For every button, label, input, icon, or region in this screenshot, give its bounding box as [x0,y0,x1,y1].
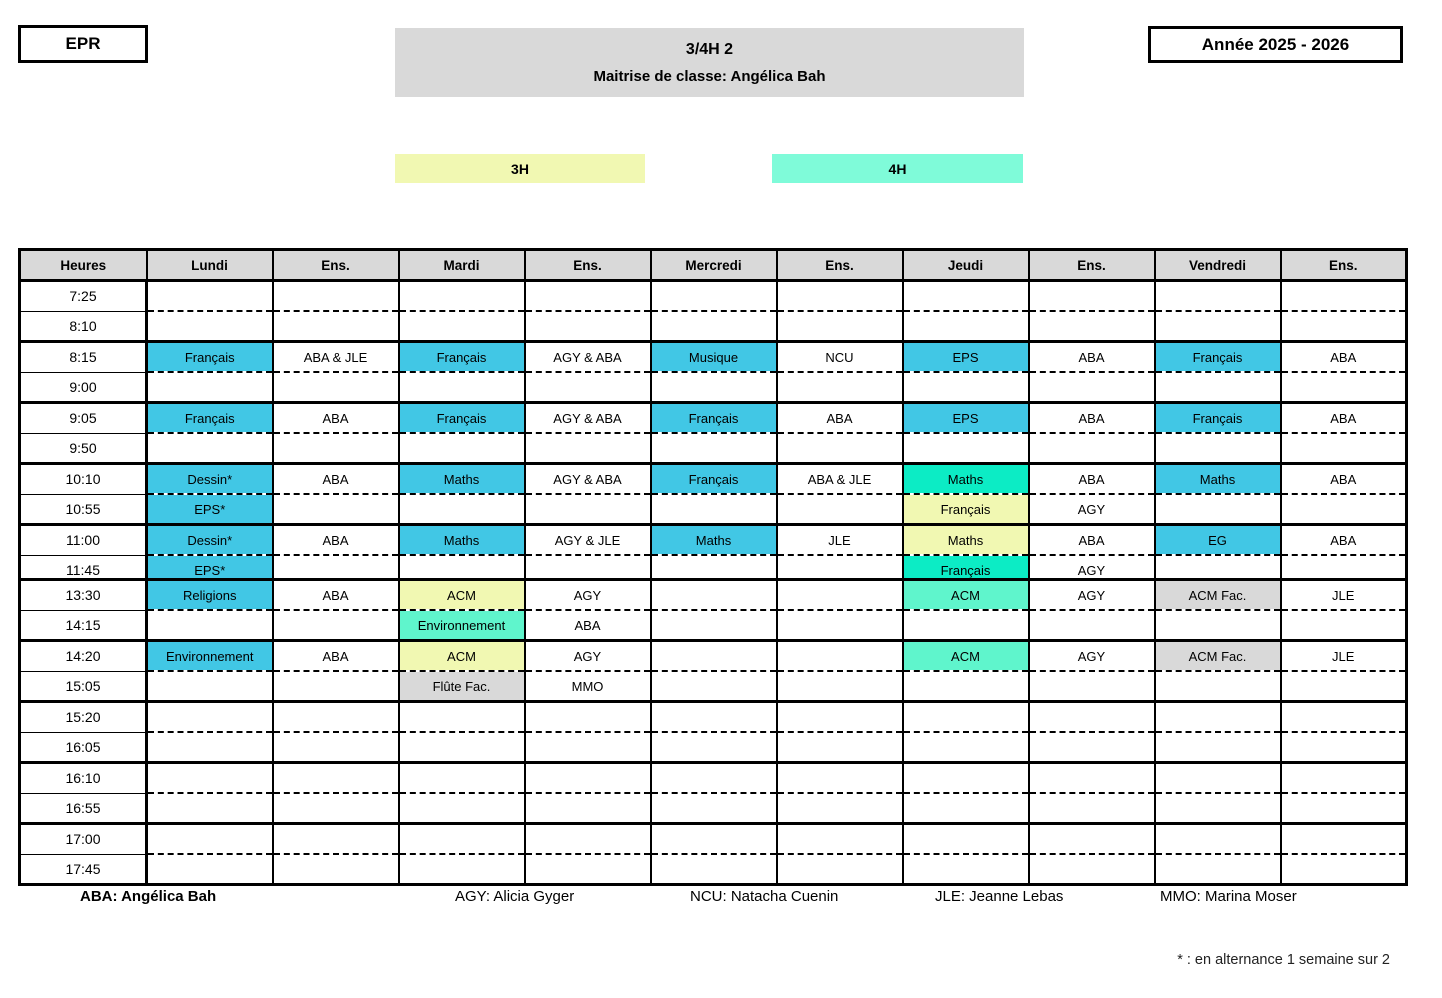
timetable-row [20,610,1407,641]
teacher-jle: JLE: Jeanne Lebas [935,888,1064,905]
subject-cell: Français [147,342,273,373]
subject-cell: Flûte Fac. [399,671,525,702]
subject-cell [903,763,1029,794]
subject-cell [147,763,273,794]
legend-4h [772,154,1023,183]
subject-cell [147,433,273,464]
time-cell: 11:45 [20,555,147,586]
subject-cell [1155,311,1281,342]
subject-cell [1155,671,1281,702]
legend-4h-label: 4H [888,160,907,177]
ens-cell: NCU [777,342,903,373]
subject-cell [651,702,777,733]
ens-cell [1281,763,1407,794]
ens-cell [1281,854,1407,885]
ens-cell [777,793,903,824]
ens-cell: MMO [525,671,651,702]
time-cell: 9:00 [20,372,147,403]
subject-cell [147,854,273,885]
subject-cell [651,763,777,794]
epr-label: EPR [65,34,101,53]
ens-cell [777,732,903,763]
column-header-heures: Heures [20,250,147,281]
time-cell: 15:05 [20,671,147,702]
ens-cell [1029,311,1155,342]
subject-cell: Maths [1155,464,1281,495]
ens-cell [273,732,399,763]
ens-cell: ABA [1029,403,1155,434]
timetable-row [20,433,1407,464]
timetable-row [20,824,1407,855]
ens-cell [1029,793,1155,824]
ens-cell [273,372,399,403]
time-cell: 11:00 [20,525,147,556]
subject-cell: EPS* [147,494,273,525]
teacher-agy: AGY: Alicia Gyger [455,888,575,905]
subject-cell: Français [651,464,777,495]
ens-cell [273,281,399,312]
time-cell: 8:10 [20,311,147,342]
subject-cell [651,732,777,763]
subject-cell: Maths [399,464,525,495]
ens-cell [777,281,903,312]
subject-cell: Dessin* [147,464,273,495]
ens-cell [777,854,903,885]
timetable-row [20,342,1407,373]
subject-cell [147,311,273,342]
ens-cell: ABA [273,525,399,556]
subject-cell [1155,702,1281,733]
ens-cell [1281,311,1407,342]
ens-cell [273,824,399,855]
subject-cell: Maths [651,525,777,556]
subject-cell [399,763,525,794]
ens-cell [1281,824,1407,855]
subject-cell [903,702,1029,733]
subject-cell [903,671,1029,702]
epr-label-box [18,25,148,63]
subject-cell: Maths [399,525,525,556]
time-cell: 9:50 [20,433,147,464]
time-cell: 17:00 [20,824,147,855]
ens-cell [525,372,651,403]
school-year-box [1148,26,1403,63]
time-cell: 14:15 [20,610,147,641]
timetable-row [20,372,1407,403]
subject-cell: Français [399,403,525,434]
ens-cell: AGY & JLE [525,525,651,556]
time-cell: 7:25 [20,281,147,312]
ens-cell [273,763,399,794]
subject-cell: EPS [903,342,1029,373]
subject-cell: ACM Fac. [1155,580,1281,611]
subject-cell [399,311,525,342]
subject-cell [399,372,525,403]
ens-cell [1281,732,1407,763]
ens-cell [1029,610,1155,641]
ens-cell: ABA [1281,403,1407,434]
subject-cell: Religions [147,580,273,611]
ens-cell [273,494,399,525]
ens-cell: ABA [273,464,399,495]
time-cell: 16:10 [20,763,147,794]
subject-cell [147,610,273,641]
ens-cell [525,281,651,312]
ens-cell [525,824,651,855]
ens-cell: AGY [1029,555,1155,586]
subject-cell [399,824,525,855]
subject-cell [651,610,777,641]
timetable-row [20,311,1407,342]
ens-cell: ABA [777,403,903,434]
ens-cell: ABA [1029,464,1155,495]
subject-cell [903,372,1029,403]
ens-cell [273,433,399,464]
timetable-row [20,281,1407,312]
subject-cell: EG [1155,525,1281,556]
ens-cell: AGY & ABA [525,342,651,373]
morning-timetable [18,248,1408,587]
subject-cell [1155,732,1281,763]
ens-cell [525,311,651,342]
ens-cell [525,494,651,525]
subject-cell [399,433,525,464]
subject-cell [147,702,273,733]
ens-cell [525,854,651,885]
ens-cell: AGY [1029,580,1155,611]
subject-cell [651,824,777,855]
time-cell: 9:05 [20,403,147,434]
ens-cell [273,610,399,641]
ens-cell: ABA & JLE [273,342,399,373]
ens-cell: AGY & ABA [525,403,651,434]
subject-cell [903,433,1029,464]
subject-cell [147,793,273,824]
time-cell: 14:20 [20,641,147,672]
ens-cell [1281,671,1407,702]
ens-cell [525,433,651,464]
subject-cell [147,281,273,312]
timetable-row [20,763,1407,794]
timetable-row [20,403,1407,434]
subject-cell [651,671,777,702]
legend-3h-label: 3H [511,160,529,177]
ens-cell: ABA [273,641,399,672]
subject-cell: Environnement [399,610,525,641]
subject-cell [651,494,777,525]
timetable-row [20,702,1407,733]
ens-cell [1029,281,1155,312]
timetable-row [20,525,1407,556]
subject-cell [399,793,525,824]
ens-cell: JLE [777,525,903,556]
timetable-row [20,494,1407,525]
ens-cell: AGY [525,580,651,611]
subject-cell [903,793,1029,824]
ens-cell [525,702,651,733]
ens-cell [777,641,903,672]
column-header: Mardi [399,250,525,281]
subject-cell: ACM Fac. [1155,641,1281,672]
subject-cell [651,641,777,672]
subject-cell [147,732,273,763]
subject-cell: Français [1155,403,1281,434]
subject-cell [1155,281,1281,312]
time-cell: 15:20 [20,702,147,733]
teacher-ncu: NCU: Natacha Cuenin [690,888,839,905]
subject-cell [651,580,777,611]
subject-cell: Français [1155,342,1281,373]
subject-cell: Français [903,555,1029,586]
subject-cell: Français [147,403,273,434]
ens-cell [273,671,399,702]
class-name: 3/4H 2 [685,40,734,58]
subject-cell: Français [399,342,525,373]
ens-cell: ABA [1029,342,1155,373]
time-cell: 16:55 [20,793,147,824]
subject-cell: Dessin* [147,525,273,556]
ens-cell [777,311,903,342]
ens-cell: AGY [525,641,651,672]
ens-cell: ABA [1029,525,1155,556]
subject-cell [903,824,1029,855]
column-header: Ens. [273,250,399,281]
ens-cell [1281,433,1407,464]
subject-cell: EPS [903,403,1029,434]
subject-cell: ACM [903,580,1029,611]
ens-cell [777,580,903,611]
ens-cell [525,763,651,794]
column-header: Lundi [147,250,273,281]
teacher-mmo: MMO: Marina Moser [1160,888,1297,905]
ens-cell [1029,854,1155,885]
column-header: Ens. [1281,250,1407,281]
ens-cell [777,763,903,794]
timetable-row [20,671,1407,702]
ens-cell: ABA [273,403,399,434]
ens-cell: JLE [1281,580,1407,611]
subject-cell [399,854,525,885]
subject-cell [1155,433,1281,464]
school-year-label: Année 2025 - 2026 [1201,34,1350,54]
subject-cell [903,311,1029,342]
timetable-row [20,641,1407,672]
subject-cell: Musique [651,342,777,373]
column-header: Ens. [777,250,903,281]
afternoon-timetable [18,578,1408,886]
ens-cell [1281,494,1407,525]
subject-cell: EPS* [147,555,273,586]
time-cell: 13:30 [20,580,147,611]
subject-cell [903,610,1029,641]
time-cell: 10:55 [20,494,147,525]
subject-cell: Maths [903,464,1029,495]
ens-cell [1029,671,1155,702]
subject-cell [1155,763,1281,794]
subject-cell: Maths [903,525,1029,556]
ens-cell [1029,763,1155,794]
ens-cell: AGY [1029,641,1155,672]
subject-cell [147,824,273,855]
ens-cell [1281,372,1407,403]
ens-cell [273,702,399,733]
subject-cell: ACM [399,641,525,672]
time-cell: 17:45 [20,854,147,885]
subject-cell [903,281,1029,312]
column-header: Mercredi [651,250,777,281]
time-cell: 10:10 [20,464,147,495]
legend-3h [395,154,645,183]
subject-cell [147,372,273,403]
time-cell: 16:05 [20,732,147,763]
ens-cell [1281,281,1407,312]
subject-cell [903,732,1029,763]
timetable-row [20,732,1407,763]
subject-cell [1155,824,1281,855]
ens-cell: ABA [1281,525,1407,556]
class-title-box [395,28,1024,97]
class-teacher: Maitrise de classe: Angélica Bah [593,67,826,85]
teacher-legend [0,888,1442,910]
subject-cell [1155,854,1281,885]
subject-cell [651,433,777,464]
alternance-footnote: * : en alternance 1 semaine sur 2 [1177,952,1390,968]
ens-cell [525,732,651,763]
ens-cell [1029,824,1155,855]
subject-cell [1155,610,1281,641]
ens-cell [1281,793,1407,824]
ens-cell: JLE [1281,641,1407,672]
subject-cell [399,702,525,733]
subject-cell [1155,372,1281,403]
subject-cell [651,281,777,312]
subject-cell [399,281,525,312]
ens-cell [1281,610,1407,641]
ens-cell: AGY & ABA [525,464,651,495]
ens-cell [777,372,903,403]
subject-cell: Français [651,403,777,434]
subject-cell [399,732,525,763]
ens-cell [777,433,903,464]
column-header: Ens. [525,250,651,281]
subject-cell: Français [903,494,1029,525]
ens-cell [777,610,903,641]
timetable-row [20,464,1407,495]
teacher-aba: ABA: Angélica Bah [80,888,217,905]
subject-cell [651,372,777,403]
ens-cell: ABA [273,580,399,611]
time-cell: 8:15 [20,342,147,373]
ens-cell [273,311,399,342]
ens-cell [1281,702,1407,733]
timetable-row [20,854,1407,885]
ens-cell [777,824,903,855]
column-header: Jeudi [903,250,1029,281]
ens-cell [1029,433,1155,464]
ens-cell: AGY [1029,494,1155,525]
subject-cell: ACM [903,641,1029,672]
ens-cell [777,702,903,733]
subject-cell [651,311,777,342]
timetable-row [20,580,1407,611]
subject-cell [1155,494,1281,525]
timetable-row [20,793,1407,824]
ens-cell [1029,372,1155,403]
column-header: Vendredi [1155,250,1281,281]
subject-cell [399,494,525,525]
subject-cell [147,671,273,702]
subject-cell [651,854,777,885]
ens-cell [1029,732,1155,763]
subject-cell [903,854,1029,885]
subject-cell [651,793,777,824]
ens-cell: ABA [1281,464,1407,495]
subject-cell: ACM [399,580,525,611]
ens-cell [777,671,903,702]
ens-cell [777,494,903,525]
column-header: Ens. [1029,250,1155,281]
ens-cell [1029,702,1155,733]
ens-cell [273,854,399,885]
subject-cell [1155,793,1281,824]
ens-cell [525,793,651,824]
ens-cell: ABA [525,610,651,641]
ens-cell: ABA & JLE [777,464,903,495]
ens-cell: ABA [1281,342,1407,373]
subject-cell: Environnement [147,641,273,672]
ens-cell [273,793,399,824]
